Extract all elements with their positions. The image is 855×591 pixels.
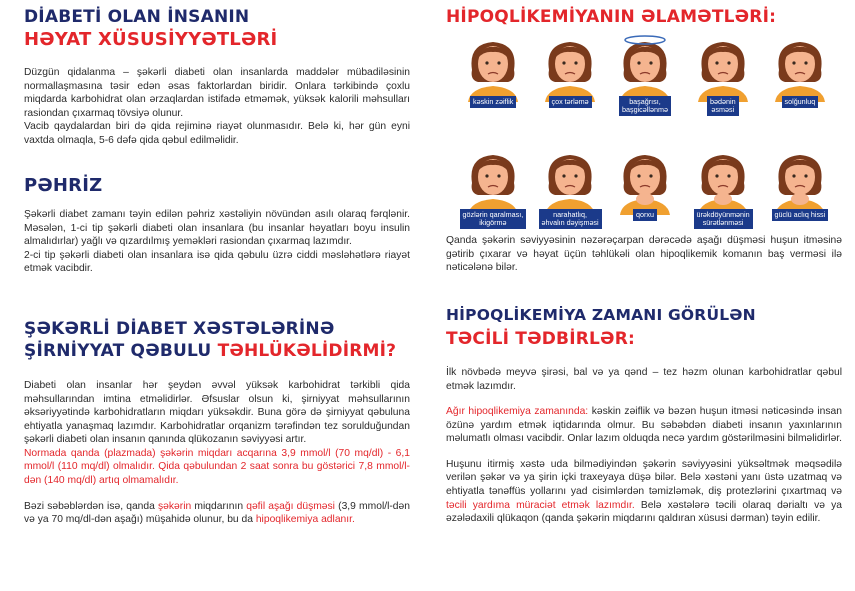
symptom-label: narahatlıq, əhvalın dəyişməsi bbox=[539, 209, 602, 229]
measures-title-line1: HİPOQLİKEMİYA ZAMANI GÖRÜLƏN bbox=[446, 306, 756, 324]
measures-para2-b: kəskin zəiflik və bəzən huşun itməsi nəticəsində insan özünə yardım etmək iqtidarında olmur. Bu səbəbdən diabeti insanın yaxınlarının məlumatlı olması vacibdir. Onlar lazım olduqda necə yardım göstərilməsini bilməlidirlər. bbox=[446, 406, 843, 445]
sec3-para2: Normada qanda (plazmada) şəkərin miqdarı acqarına 3,9 mmol/l (70 mq/dl) - 6,1 mmol/l (110 mq/dl) olmalıdır. Qida qəbulundan 2 saat sonra bu göstərici 7,8 mmol/l-dən (140 mq/dl) artıq olmamalıdır. bbox=[24, 447, 410, 487]
symptom-label: kəskin zəiflik bbox=[470, 96, 516, 108]
measures-body bbox=[446, 366, 842, 526]
sec3-title-line2 bbox=[24, 342, 396, 360]
sec1-para2: Vacib qaydalardan biri də qida rejiminə riayət olunmasıdır. Belə ki, hər gün eyni vaxtda olmaqla, 5-6 dəfə qida qəbul edilməlidir. bbox=[24, 121, 410, 146]
right-column bbox=[430, 0, 855, 591]
sec3-para3 bbox=[24, 500, 410, 527]
sec1-para1: Düzgün qidalanma – şəkərli diabeti olan insanlarda maddələr mübadiləsinin normallaşmasına təsir edən əsas faktorlardan biridir. Onlara tərkibində çoxlu miqdarda karbohidrat olan ərzaqlardan istifadə etməmək, yüksək kalorili məhsulları rasiondan çıxarmaq tövsiyə olunur. bbox=[24, 67, 410, 119]
sec3-para3-e: (3,9 mmol/l-dən və ya 70 mq/dl-dən aşağı) müşahidə olunur, bu da bbox=[24, 500, 410, 526]
measures-para1: İlk növbədə meyvə şirəsi, bal və ya qənd – tez həzm olunan karbohidratlar qəbul etmək lazımdır. bbox=[446, 367, 842, 392]
sec1-title-line2: HƏYAT XÜSUSİYYƏTLƏRİ bbox=[24, 29, 278, 50]
sec3-title-line1: ŞƏKƏRLİ DİABET XƏSTƏLƏRİNƏ bbox=[24, 319, 335, 339]
symptoms-para: Qanda şəkərin səviyyəsinin nəzərəçarpan dərəcədə aşağı düşməsi huşun itməsinə gətirib çıxarar və həyat üçün təhlükəli olan hipoqlikemik komanın baş verməsi ilə nəticələnə bilər. bbox=[446, 235, 842, 274]
measures-title-line2: TƏCİLİ TƏDBİRLƏR: bbox=[446, 329, 635, 349]
sec2-body bbox=[24, 208, 410, 276]
sec3-title-line2b: TƏHLÜKƏLİDİRMİ? bbox=[217, 341, 397, 361]
sec2-title: PƏHRİZ bbox=[24, 175, 103, 196]
measures-para3-b: təcili yardıma müraciət etmək lazımdır. bbox=[446, 499, 635, 511]
measures-para3 bbox=[446, 458, 842, 526]
sec3-para1: Diabeti olan insanlar hər şeydən əvvəl yüksək karbohidrat tərkibli qida məhsullarından imtina etməlidirlər. Əfsuslar olsun ki, şirniyyat məhsullarının əksəriyyətində karbohidratların miqdarı yüksəkdir. Buna görə də şirniyyat qəbuluna ehtiyatla yanaşmaq lazımdır. Karbohidratlar orqanizm tərəfindən tez sorulduğundan şəkərli diabeti olan insanın qanında qlükozanın səviyyəsi artır. bbox=[24, 380, 410, 446]
sec3-para3-f: hipoqlikemiya adlanır. bbox=[255, 514, 355, 526]
sec3-title-line2a: ŞİRNİYYAT QƏBULU bbox=[24, 341, 218, 361]
symptom-label: başağrısı, başgicəllənmə bbox=[619, 96, 671, 116]
symptom-label: güclü aclıq hissi bbox=[772, 209, 829, 221]
sec3-para3-a: Bəzi səbəblərdən isə, qanda bbox=[24, 500, 159, 512]
measures-para2-a: Ağır hipoqlikemiya zamanında: bbox=[446, 406, 589, 418]
sec1-body bbox=[24, 66, 410, 147]
symptom-label: gözlərin qaralması, ikigörmə bbox=[460, 209, 527, 229]
measures-para3-a: Huşunu itirmiş xəstə uda bilmədiyindən şəkərin səviyyəsini yüksəltmək məqsədilə verilən şəkər və ya şirin içki traxeyaya düşə bilər. Belə xəstəni yanı üstə uzatmaq və ehtiyatla tənəffüs yollarını yad cisimlərdən təmizləmək, diş protezlərini çıxartmaq və bbox=[446, 458, 842, 498]
sec1-title-line1: DİABETİ OLAN İNSANIN bbox=[24, 7, 250, 27]
sec2-para1: Şəkərli diabet zamanı təyin edilən pəhriz xəstəliyin növündən asılı olaraq fərqlənir. Məsələn, 1-ci tip şəkərli diabeti olan insanlara (bu insanlar həyatları boyu insulin almalıdırlar) yağlı və qızardılmış yeməkləri rasiondan çıxarmaq lazımdır. bbox=[24, 209, 410, 248]
sec3-para3-c: miqdarının bbox=[191, 500, 247, 512]
sec3-para3-b: şəkərin bbox=[158, 500, 192, 512]
symptom-label: çox tərləmə bbox=[549, 96, 592, 108]
left-column bbox=[0, 0, 425, 591]
symptom-label: qorxu bbox=[633, 209, 657, 221]
symptom-label: bədənin əsməsi bbox=[707, 96, 739, 116]
symptom-label: ürəkdöyünmənin sürətlənməsi bbox=[694, 209, 753, 229]
sec3-para3-d: qəfil aşağı düşməsi bbox=[246, 500, 335, 512]
symptoms-note bbox=[446, 234, 842, 275]
sec2-para2: 2-ci tip şəkərli diabeti olan insanlara isə qida qəbulu üzrə ciddi məsləhətlərə riayət etmək vacibdir. bbox=[24, 249, 410, 275]
sec3-body bbox=[24, 379, 410, 527]
symptoms-title: HİPOQLİKEMİYANIN ƏLAMƏTLƏRİ: bbox=[446, 7, 777, 27]
measures-para2 bbox=[446, 405, 842, 446]
measures-para3-c: Belə xəstələrə təcili olaraq dərialtı və ya əzələdaxili qlükaqon (qanda şəkərin miqdarını qaldıran xüsusi dərman) təyin edilir. bbox=[446, 499, 843, 525]
symptom-label: solğunluq bbox=[782, 96, 819, 108]
